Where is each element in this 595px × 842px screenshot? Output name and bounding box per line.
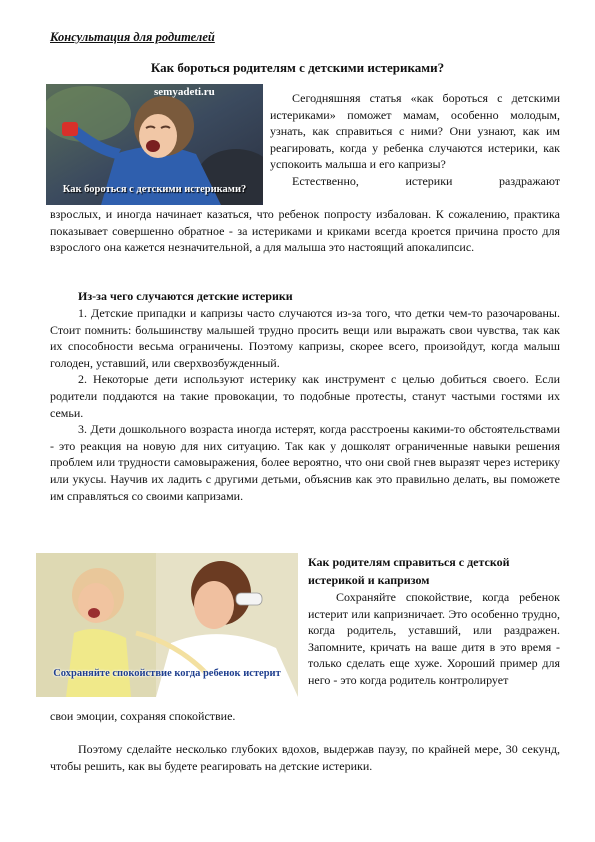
final-text: Поэтому сделайте несколько глубоких вдохов, выдержав паузу, по крайней мере, 30 секунд, чтобы решить, как вы будете реагировать на детские истерики. (50, 742, 560, 773)
intro-text-3: взрослых, и иногда начинает казаться, что ребенок попросту избалован. К сожалению, практика показывает совершенно обратное - за истериками и криками всегда кроется причина просто для взрослого она кажется незначительной, а для малыша это настоящий апокалипсис. (50, 207, 560, 255)
watermark-label: semyadeti.ru (154, 86, 215, 98)
coping-text-tail: свои эмоции, сохраняя спокойствие. (50, 709, 236, 723)
page-title: Как бороться родителям с детскими истериками? (150, 60, 445, 75)
intro-continuation (50, 206, 560, 256)
final-paragraph (50, 741, 560, 774)
photo-caption: Как бороться с детскими истериками? (62, 184, 247, 195)
list-item: 3. Дети дошкольного возраста иногда истерят, когда расстроены какими-то обстоятельствами - это реакция на новую для них ситуацию. Так как у дошколят ограниченные навыки решения проблем или трудности самовыражения, более вероятно, что они свой гнев выразят через истерику или укусы. Научив их ладить с другими детьми, объяснив как это правильно делать, вы поможете им справляться со своими капризами. (50, 422, 560, 503)
crying-child-photo (46, 84, 263, 205)
list-item: 2. Некоторые дети используют истерику как инструмент с целью добиться своего. Если родители поддаются на такие провокации, то подобные протесты, станут частыми гостями их семьи. (50, 372, 560, 420)
intro-paragraph (270, 90, 560, 190)
mother-child-photo (36, 553, 298, 697)
intro-text-2: Естественно, истерики раздражают (292, 173, 560, 188)
coping-paragraph (308, 589, 560, 689)
section-heading-coping: Как родителям справиться с детской истерикой и капризом (308, 555, 510, 587)
list-item: 1. Детские припадки и капризы часто случаются из-за того, что детки чем-то разочарованы. Стоит помнить: большинству малышей трудно просить вещи или выражать свои чувства, так как их способности весьма ограничены. Поэтому капризы, скорее всего, произойдут, когда малыш голоден, уставший, или сверхвозбужденный. (50, 306, 560, 370)
header-label: Консультация для родителей (50, 30, 215, 44)
photo-caption-2: Сохраняйте спокойствие когда ребенок истерит (53, 668, 281, 679)
coping-tail (50, 708, 560, 725)
intro-text: Сегодняшняя статья «как бороться с детскими истериками» поможет мамам, особенно молодым, узнать, как справиться с ними? Они узнают, как им реагировать, когда у ребенка случаются истерики, как успокоить малыша и его капризы? (270, 91, 560, 172)
section-heading-causes: Из-за чего случаются детские истерики (78, 289, 293, 303)
causes-list (50, 305, 560, 504)
coping-text: Сохраняйте спокойствие, когда ребенок истерит или капризничает. Это особенно трудно, когда родитель, уставший, или раздражен. Запомните, кричать на ваше дитя в это время - только сделать еще хуже. Хороший пример для него - это когда родитель контролирует (308, 590, 560, 687)
